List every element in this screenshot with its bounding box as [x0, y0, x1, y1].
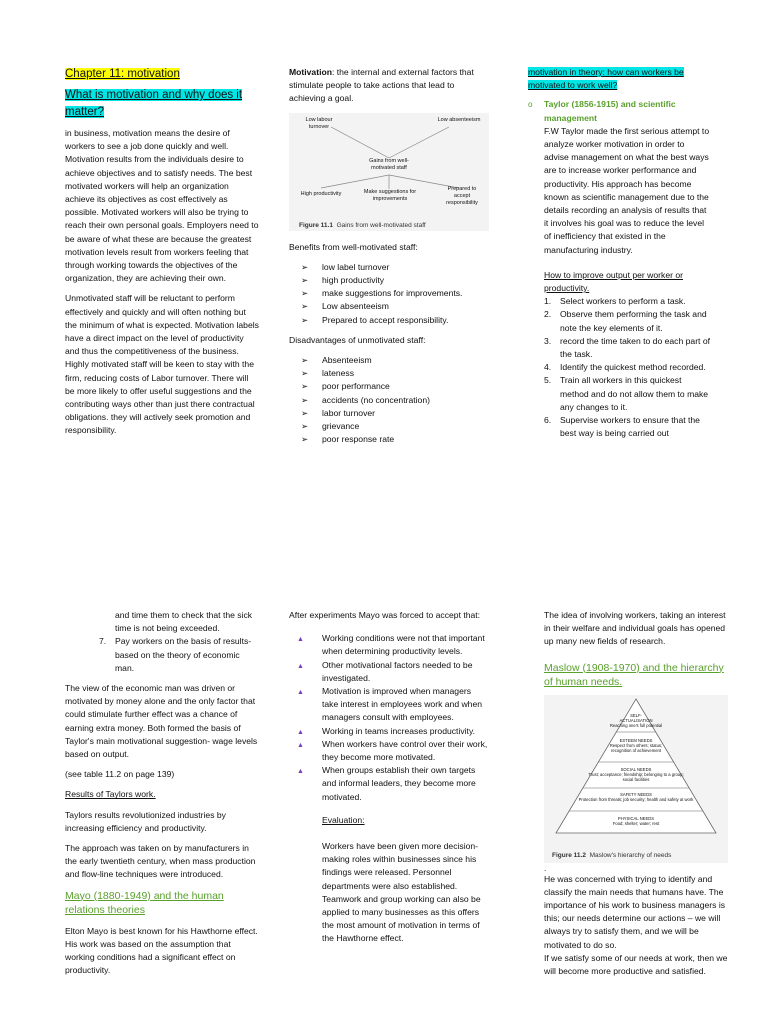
pyramid-level-1: SELF- ACTUALISATION Reaching one's full potential	[609, 712, 663, 728]
figure-caption: Figure 11.2 Maslow's hierarchy of needs	[552, 851, 672, 859]
list-item: ➢ poor performance	[289, 380, 489, 393]
paragraph: and time them to check that the sick time is not being exceeded.	[115, 610, 253, 634]
pyramid-level-2: ESTEEM NEEDS Respect from others; status; recognition of achievement	[609, 737, 663, 753]
pyramid-level-3: SOCIAL NEEDS Trust; acceptance; friendship; belonging to a group; social facilities	[588, 766, 684, 782]
column-3	[528, 66, 710, 447]
figure-caption: Figure 11.1 Gains from well-motivated staff	[299, 221, 426, 229]
list-item: ➢ low label turnover	[289, 261, 489, 274]
list-item: ➢ Low absenteeism	[289, 300, 489, 313]
column-1	[65, 66, 259, 445]
gains-top-right-label: Low absenteeism	[437, 116, 481, 123]
paragraph: Workers have been given more decision-making roles within businesses since his findings were released. Personnel departments were also established.	[322, 841, 479, 891]
list-item: ▲ When groups establish their own targets and informal leaders, they become more motivated.	[289, 764, 489, 804]
bullet-icon: o	[528, 100, 533, 110]
pyramid-level-5: PHYSICAL NEEDS Food; shelter; water; rest	[612, 815, 660, 826]
mayo-heading: Mayo (1880-1949) and the human relations theories	[65, 889, 224, 916]
figure-maslow	[544, 695, 728, 863]
list-item: 2. Observe them performing the task and note the key elements of it.	[544, 308, 710, 334]
list-item: ▲ When workers have control over their work, they become more motivated.	[289, 738, 489, 764]
list-item: 6. Supervise workers to ensure that the best way is being carried out	[544, 414, 710, 440]
paragraph: If we satisfy some of our needs at work, then we will become more productive and satisfied.	[544, 952, 728, 977]
column-4	[65, 609, 259, 984]
list-item: 5. Train all workers in this quickest method and do not allow them to make any changes to it.	[544, 374, 710, 414]
evaluation-section	[289, 814, 489, 946]
definition: Motivation: the internal and external factors that stimulate people to take actions that lead to achieving a goal.	[289, 67, 474, 104]
paragraph: Elton Mayo is best known for his Hawthorne effect. His work was based on the assumption that working conditions had a significant effect on productivity.	[65, 925, 258, 976]
paragraph: in business, motivation means the desire of workers to see a job done quickly and well. Motivation results from the individuals desire to achieve objectives and to satisfy needs. The best motivated workers will help an organization achieve its objectives as cost effectively as possible. Motivated workers will also be trying to reach their own personal goals. Employers need to be aware of what these are because the greatest motivation levels result from workers feeling that through working towards the objectives of the organization, they are achieving their own.	[65, 128, 259, 284]
gains-bottom-left-label: High productivity	[300, 190, 342, 197]
list-item: ➢ lateness	[289, 367, 489, 380]
figure-gains	[289, 113, 489, 231]
mayo-findings-list	[289, 632, 489, 804]
list-item: 1. Select workers to perform a task.	[544, 295, 710, 308]
list-item: ➢ poor response rate	[289, 433, 489, 446]
chapter-title: Chapter 11: motivation	[65, 68, 180, 80]
gains-bottom-right-label: Prepared to accept responsibility	[446, 185, 478, 206]
list-item: ➢ grievance	[289, 420, 489, 433]
column-5	[289, 609, 489, 953]
taylor-section	[528, 98, 710, 440]
see-table: (see table 11.2 on page 139)	[65, 769, 175, 780]
gains-center-label: Gains from well-motivated staff	[369, 157, 409, 171]
section-heading: What is motivation and why does it matter?	[65, 89, 243, 118]
column-2	[289, 66, 489, 453]
list-item: 3. record the time taken to do each part of the task.	[544, 335, 710, 361]
stray-dot: .	[544, 862, 547, 873]
benefits-list	[289, 261, 489, 327]
taylor-heading: Taylor (1856-1915) and scientific management	[544, 99, 676, 123]
paragraph: He was concerned with trying to identify and classify the main needs that humans have. The importance of his work to business managers is this; our needs determine our actions – we will always try to satisfy them, and we will be motivated to do so.	[544, 873, 726, 950]
column-6	[544, 609, 728, 985]
maslow-heading: Maslow (1908-1970) and the hierarchy of human needs.	[544, 661, 724, 688]
section-heading: motivation in theory: how can workers be motivated to work well?	[528, 67, 684, 91]
steps-list	[544, 295, 710, 440]
pyramid-level-4: SAFETY NEEDS Protection from threats; job security; health and safety at work	[578, 791, 694, 802]
evaluation-heading: Evaluation:	[322, 814, 365, 825]
list-item: ➢ labor turnover	[289, 407, 489, 420]
disadvantages-heading: Disadvantages of unmotivated staff:	[289, 334, 426, 345]
paragraph: The view of the economic man was driven or motivated by money alone and the only factor that could stimulate further effect was a chance of earning extra money. Both formed the basis of Taylor's main motivational suggestion- wage levels based on output.	[65, 683, 258, 760]
paragraph: The idea of involving workers, taking an interest in their welfare and individual goals has opened up many new fields of research.	[544, 610, 726, 647]
gains-bottom-mid-label: Make suggestions for improvements	[363, 188, 417, 202]
list-item: 4. Identify the quickest method recorded.	[544, 361, 710, 374]
paragraph: After experiments Mayo was forced to accept that:	[289, 610, 481, 620]
disadvantages-list	[289, 354, 489, 446]
steps-list-cont	[99, 635, 259, 675]
steps-heading: How to improve output per worker or productivity.	[544, 269, 683, 294]
list-item: ➢ Absenteeism	[289, 354, 489, 367]
list-item: ▲ Working conditions were not that important when determining productivity levels.	[289, 632, 489, 658]
gains-top-left-label: Low labour turnover	[305, 116, 333, 130]
list-item: ➢ accidents (no concentration)	[289, 394, 489, 407]
benefits-heading: Benefits from well-motivated staff:	[289, 241, 418, 252]
results-heading: Results of Taylors work.	[65, 789, 156, 800]
list-item: ▲ Working in teams increases productivity.	[289, 725, 489, 738]
paragraph: Teamwork and group working can also be applied to many businesses as this offers the most amount of motivation in terms of the Hawthorne effect.	[322, 893, 481, 944]
steps-continued	[65, 609, 259, 675]
list-item: 7. Pay workers on the basis of results- based on the theory of economic man.	[99, 635, 259, 675]
list-item: ➢ make suggestions for improvements.	[289, 287, 489, 300]
list-item: ▲ Motivation is improved when managers take interest in employees work and when managers consult with employees.	[289, 685, 489, 725]
paragraph: Taylors results revolutionized industries by increasing efficiency and productivity.	[65, 809, 226, 833]
list-item: ➢ Prepared to accept responsibility.	[289, 314, 489, 327]
list-item: ▲ Other motivational factors needed to be investigated.	[289, 659, 489, 685]
paragraph: Unmotivated staff will be reluctant to perform effectively and quickly and will often nothing but the minimum of what is expected. Motivation labels have a direct impact on the level of productivity and thus the competitiveness of the business. Highly motivated staff will be keen to stay with the firm, reducing costs of Labor turnover. There will be more likely to offer useful suggestions and the contributing ways other than just there contractual obligations. they will actively seek promotion and responsibility.	[65, 293, 259, 436]
paragraph: The approach was taken on by manufacturers in the early twentieth century, when mass production and flow-line techniques were introduced.	[65, 843, 256, 880]
list-item: ➢ high productivity	[289, 274, 489, 287]
paragraph: F.W Taylor made the first serious attempt to analyze worker motivation in order to advise management on what the best ways are to increase worker performance and productivity. His approach has become known as scientific management due to the details recording an analysis of results that it involves his goal was to reduce the level of inefficiency that existed in the manufacturing industry.	[544, 125, 710, 255]
